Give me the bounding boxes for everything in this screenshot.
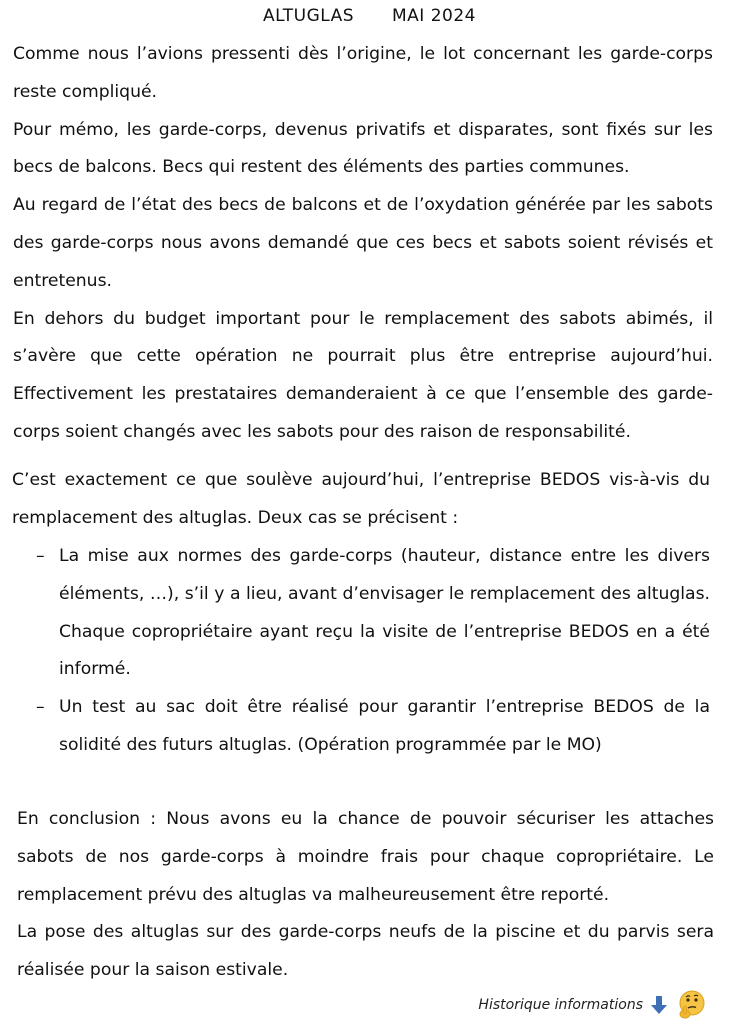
history-link[interactable]	[478, 990, 709, 1020]
intro-paragraph: Pour mémo, les garde-corps, devenus privatifs et disparates, sont fixés sur les becs de balcons. Becs qui restent des éléments des parties communes.	[13, 119, 713, 178]
intro-paragraph: Comme nous l’avions pressenti dès l’origine, le lot concernant les garde-corps reste compliqué.	[13, 44, 713, 102]
list-item: – Un test au sac doit être réalisé pour garantir l’entreprise BEDOS de la solidité des futurs altuglas. (Opération programmée par le MO)	[36, 689, 710, 765]
title-text: ALTUGLAS	[263, 6, 355, 26]
list-item: – La mise aux normes des garde-corps (hauteur, distance entre les divers éléments, …), s’il y a lieu, avant d’envisager le remplacement des altuglas. Chaque copropriétaire ayant reçu la visite de l’entreprise BEDOS en a été informé.	[36, 538, 710, 689]
bedos-list	[36, 538, 710, 765]
conclusion-paragraph: La pose des altuglas sur des garde-corps neufs de la piscine et du parvis sera réalisée pour la saison estivale.	[17, 922, 714, 981]
title-date: MAI 2024	[391, 6, 476, 26]
thinking-face-icon	[675, 988, 709, 1022]
bedos-intro: C’est exactement ce que soulève aujourd’hui, l’entreprise BEDOS vis-à-vis du remplacement des altuglas. Deux cas se précisent :	[12, 470, 710, 528]
page-title	[0, 6, 739, 26]
history-link-label[interactable]: Historique informations	[478, 997, 643, 1013]
conclusion-paragraph: En conclusion : Nous avons eu la chance de pouvoir sécuriser les attaches sabots de nos garde-corps à moindre frais pour chaque copropriétaire. Le remplacement prévu des altuglas va malheureusement être reporté.	[17, 809, 714, 905]
intro-section	[13, 36, 713, 452]
arrow-down-icon[interactable]	[651, 995, 667, 1015]
intro-paragraph: En dehors du budget important pour le remplacement des sabots abimés, il s’avère que cette opération ne pourrait plus être entreprise aujourd’hui. Effectivement les prestataires demanderaient à ce que l’ensemble des garde-corps soient changés avec les sabots pour des raison de responsabilité.	[13, 308, 713, 442]
conclusion-section	[17, 801, 714, 990]
intro-paragraph: Au regard de l’état des becs de balcons et de l’oxydation générée par les sabots des garde-corps nous avons demandé que ces becs et sabots soient révisés et entretenus.	[13, 195, 713, 291]
